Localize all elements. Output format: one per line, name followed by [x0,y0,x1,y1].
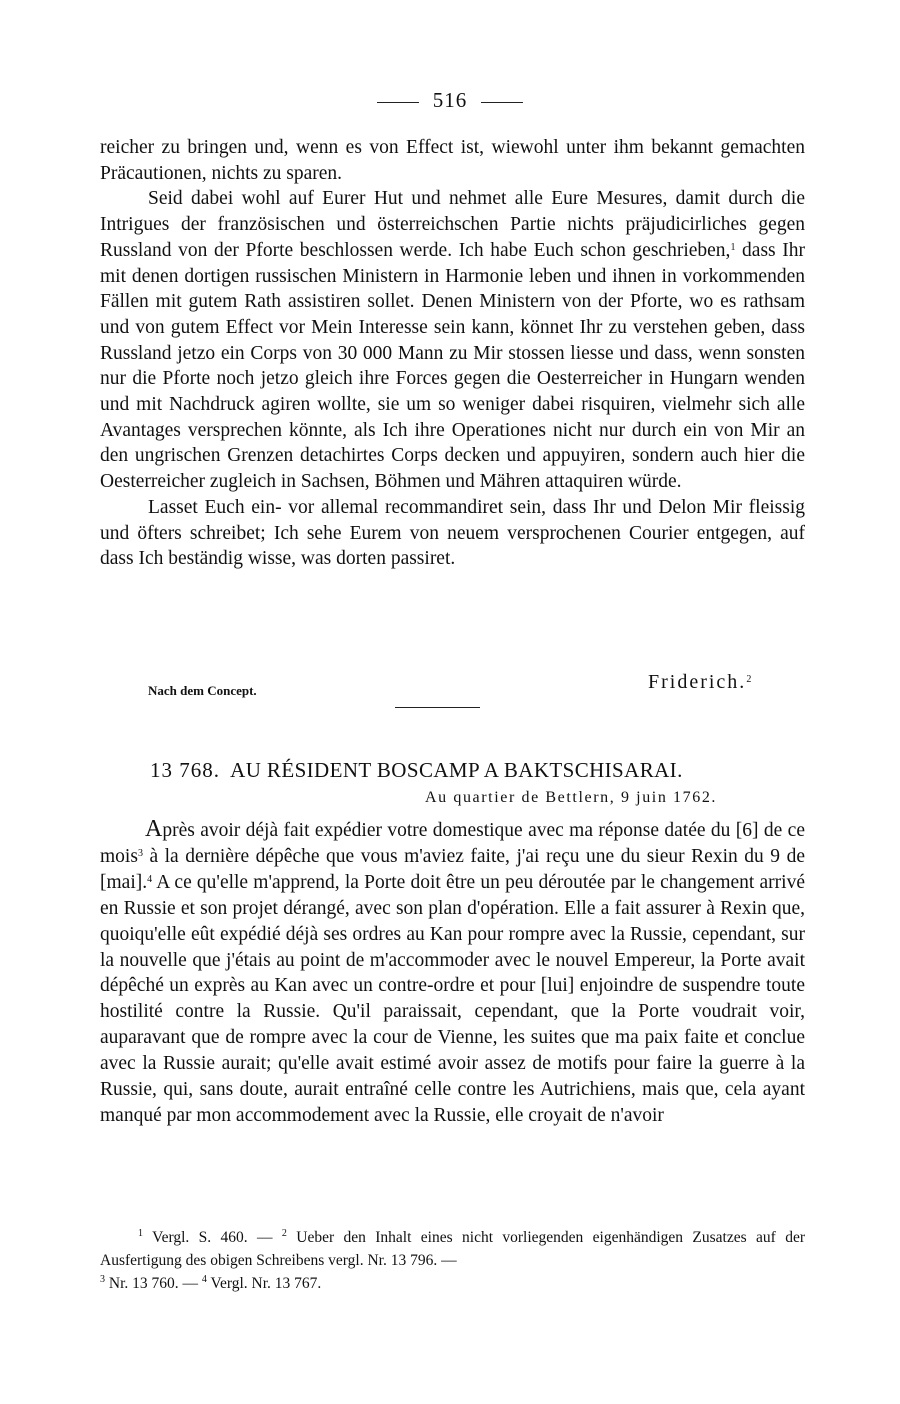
footnote-marker: 2 [746,674,754,685]
footnote-text: Vergl. S. 460. — [143,1229,282,1246]
footnote-marker: 2 [281,1228,287,1239]
paragraph: reicher zu bringen und, wenn es von Effect ist, wiewohl unter ihm bekannt gemachten Präcautionen, nichts zu sparen. [100,137,805,184]
paragraph-text: Seid dabei wohl auf Eurer Hut und nehmet alle Eure Mesures, damit durch die Intrigues der französischen und österreichschen Partie nichts präjudicirliches gegen Russland von der Pforte beschlossen werde. Ich habe Euch schon geschrieben, [100,188,805,261]
signature-text: Friderich. [648,671,747,693]
letter-heading [150,758,683,783]
header-rule-left [377,102,419,103]
footnote-marker: 1 [730,241,736,253]
source-note: Nach dem Concept. [148,683,257,698]
footnotes [100,1226,805,1295]
footnote-marker: 4 [201,1274,207,1285]
paragraph [100,186,805,494]
footnote-paragraph [100,1226,805,1295]
footnote-marker: 1 [138,1228,143,1239]
letter-number: 13 768. [150,758,220,782]
paragraph-text: A ce qu'elle m'apprend, la Porte doit être un peu déroutée par le changement arrivé en Russie et son projet dérangé, avec son plan d'opération. Elle a fait assurer à Rexin que, quoiqu'elle eût expédié déjà ses ordres au Kan pour rompre avec la Russie, cependant, sur la nouvelle que j'étais au point de m'accommoder avec le nouvel Empereur, la Porte avait dépêché un exprès au Kan avec un contre-ordre et pour [lui] enjoindre de suspendre toute hostilité contre la Russie. Qu'il paraissait, cependant, que la Porte voudrait voir, auparavant que de rompre avec la cour de Vienne, les suites que ma paix faite et conclue avec la Russie aurait; qu'elle avait estimé avoir assez de motifs pour faire la guerre à la Russie, qui, sans doute, aurait entraîné celle contre les Autrichiens, mais que, cela ayant manqué par mon accommodement avec la Russie, elle croyait de n'avoir [100,871,805,1126]
paragraph-text: dass Ihr mit denen dortigen russischen Ministern in Harmonie leben und ihnen in vorkommenden Fällen mit gutem Rath assistiren sollet. Denen Ministern von der Pforte, wo es rathsam und von gutem Effect vor Mein Interesse sein kann, könnet Ihr zu verstehen geben, dass Russland jetzo ein Corps von 30 000 Mann zu Mir stossen liesse und dass, wenn sonsten nur die Pforte noch jetzo gleich ihre Forces gegen die Oesterreicher in Hungarn wenden und mit Nachdruck agiren wollte, sie um so weniger dabei risquiren, vielmehr sich alle Avantages versprechen könnte, als Ich ihre Operationes nicht nur durch ein von Mir an den ungrischen Grenzen detachirtes Corps decken und appuyiren, sondern auch hier die Oesterreicher zugleich in Sachsen, Böhmen und Mähren attaquiren würde. [100,239,805,493]
letter-title: AU RÉSIDENT BOSCAMP A BAKTSCHISARAI. [230,758,683,782]
paragraph-text: à la dernière dépêche que vous m'aviez faite, j'ai reçu une du sieur Rexin du 9 de [mai]. [100,845,805,893]
page-header [0,88,900,113]
previous-letter-body [100,135,805,572]
footnote-marker: 4 [147,873,153,885]
section-separator [395,707,480,708]
signature [648,671,753,694]
footnote-text: Nr. 13 760. — [105,1275,202,1292]
paragraph-text: près avoir déjà fait expédier votre domestique avec ma réponse datée du [6] de ce mois [100,820,805,867]
dateline: Au quartier de Bettlern, 9 juin 1762. [425,789,718,806]
footnote-marker: 3 [137,847,143,859]
letter-body [100,817,805,1129]
paragraph [100,817,805,1129]
paragraph: Lasset Euch ein- vor allemal recommandiret sein, dass Ihr und Delon Mir fleissig und öfters schreibet; Ich sehe Eurem von neuem versprochenen Courier entgegen, auf dass Ich beständig wisse, was dorten passiret. [100,496,805,570]
footnote-text: Ueber den Inhalt eines nicht vorliegenden eigenhändigen Zusatzes auf der Ausfertigung des obigen Schreibens vergl. Nr. 13 796. — [100,1229,805,1269]
footnote-marker: 3 [100,1274,105,1285]
footnote-text: Vergl. Nr. 13 767. [206,1275,322,1292]
page-number: 516 [432,88,468,112]
initial-letter: A [145,816,163,842]
header-rule-right [481,102,523,103]
